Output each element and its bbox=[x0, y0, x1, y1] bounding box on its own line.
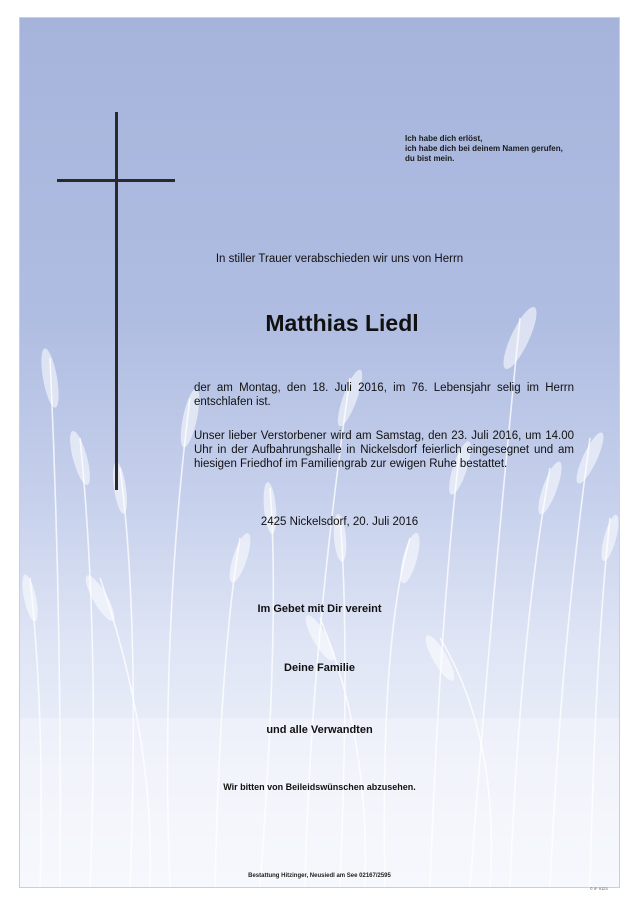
deceased-name: Matthias Liedl bbox=[265, 310, 419, 336]
quote-line: du bist mein. bbox=[405, 154, 455, 163]
place-date: 2425 Nickelsdorf, 20. Juli 2016 bbox=[260, 516, 419, 528]
death-paragraph: der am Montag, den 18. Juli 2016, im 76. Lebensjahr selig im Herrn entschlafen ist. bbox=[194, 382, 574, 408]
death-notice-card bbox=[19, 17, 620, 888]
undertaker-footer: Bestattung Hitzinger, Neusiedl am See 02167/2595 bbox=[248, 873, 391, 879]
cross-icon-vertical bbox=[115, 112, 118, 490]
cross-icon-horizontal bbox=[57, 179, 175, 182]
condolence-request: Wir bitten von Beileidswünschen abzusehen. bbox=[223, 782, 416, 792]
bible-quote bbox=[405, 134, 605, 164]
funeral-paragraph: Unser lieber Verstorbener wird am Samstag, den 23. Juli 2016, um 14.00 Uhr in der Aufbahrungshalle in Nickelsdorf feierlich eingesegnet und am hiesigen Friedhof im Familiengrab zur ewigen Ruhe bestattet. bbox=[194, 430, 574, 470]
closing-prayer: Im Gebet mit Dir vereint bbox=[257, 603, 382, 615]
closing-relatives: und alle Verwandten bbox=[266, 724, 373, 736]
quote-line: Ich habe dich erlöst, bbox=[405, 134, 483, 143]
closing-family: Deine Familie bbox=[284, 662, 355, 674]
document-code: © IF 9123 bbox=[590, 886, 608, 891]
intro-text: In stiller Trauer verabschieden wir uns von Herrn bbox=[215, 253, 464, 265]
quote-line: ich habe dich bei deinem Namen gerufen, bbox=[405, 144, 563, 153]
